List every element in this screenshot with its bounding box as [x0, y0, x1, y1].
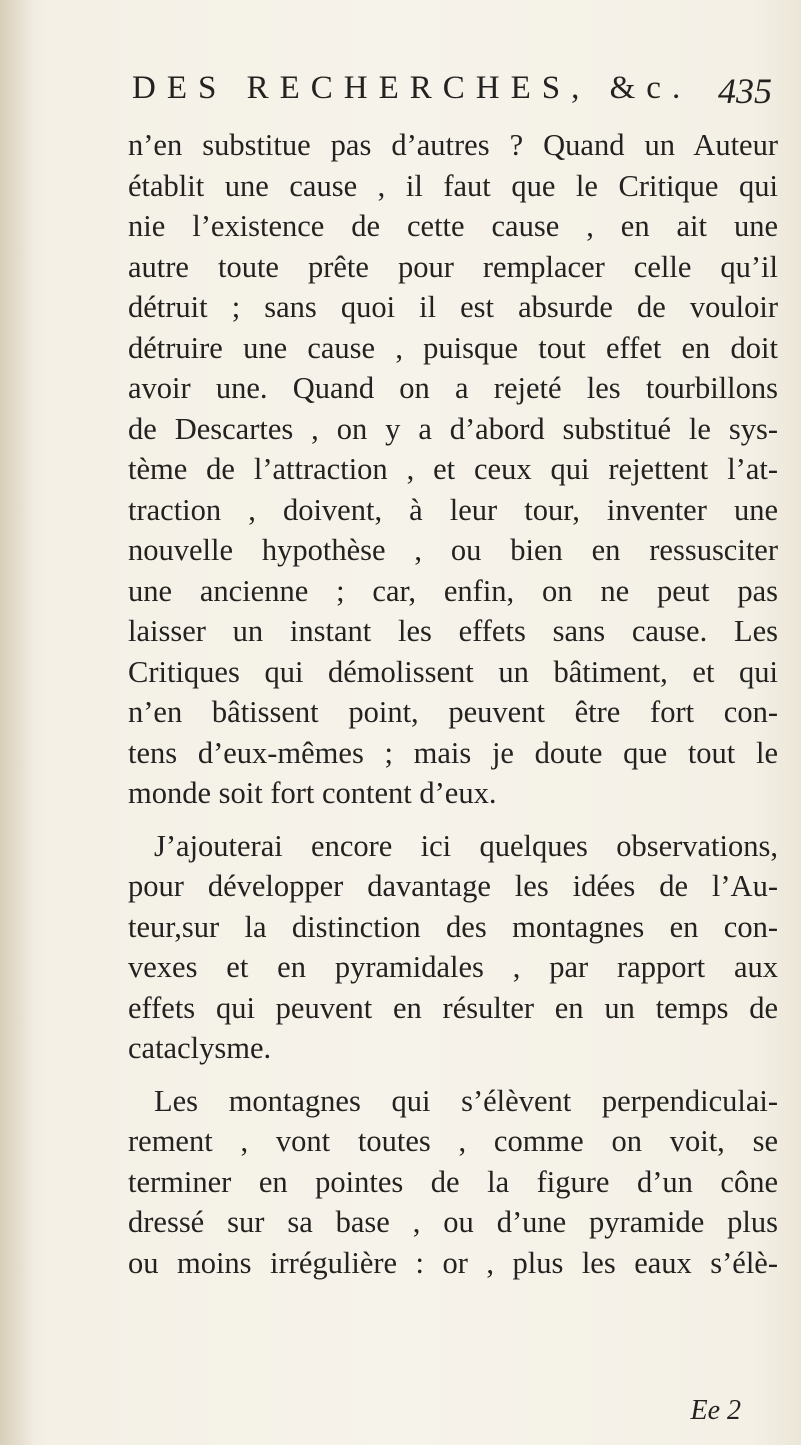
- text-line: J’ajouterai encore ici quelques observations,: [154, 828, 778, 863]
- text-line: Critiques qui démolissent un bâtiment, et qui: [128, 654, 778, 689]
- text-line: teur,sur la distinction des montagnes en con-: [128, 909, 778, 944]
- text-line: autre toute prête pour remplacer celle qu’il: [128, 249, 778, 284]
- text-line: de Descartes , on y a d’abord substitué le sys-: [128, 411, 778, 446]
- text-line: rement , vont toutes , comme on voit, se: [128, 1124, 778, 1158]
- paragraph: [128, 826, 778, 1069]
- text-line: une ancienne ; car, enfin, on ne peut pas: [128, 573, 778, 608]
- text-line: tème de l’attraction , et ceux qui rejettent l’at-: [128, 452, 778, 486]
- text-line: ou moins irrégulière : or , plus les eaux s’élè-: [128, 1245, 778, 1280]
- text-line: terminer en pointes de la figure d’un cône: [128, 1164, 778, 1199]
- text-line: détruit ; sans quoi il est absurde de vouloir: [128, 290, 778, 324]
- text-line: effets qui peuvent en résulter en un temps de: [128, 990, 778, 1025]
- paragraph: [128, 1081, 778, 1284]
- text-line: tens d’eux-mêmes ; mais je doute que tout le: [128, 735, 778, 770]
- text-line: laisser un instant les effets sans cause. Les: [128, 614, 778, 648]
- text-line: n’en substitue pas d’autres ? Quand un Auteur: [128, 128, 778, 162]
- text-line: dressé sur sa base , ou d’une pyramide plus: [128, 1205, 778, 1239]
- text-line: vexes et en pyramidales , par rapport aux: [128, 950, 778, 984]
- signature-mark: Ee 2: [690, 1395, 741, 1426]
- text-line: pour développer davantage les idées de l’Au-: [128, 869, 778, 903]
- body-text: [128, 125, 778, 1283]
- text-line: établit une cause , il faut que le Critique qui: [128, 168, 778, 203]
- text-line: Les montagnes qui s’élèvent perpendiculai-: [154, 1083, 778, 1118]
- page-edge-shadow: [0, 0, 34, 1445]
- running-head-title: DES RECHERCHES, &c.: [132, 70, 692, 106]
- text-line: n’en bâtissent point, peuvent être fort con-: [128, 695, 778, 729]
- text-line: nie l’existence de cette cause , en ait une: [128, 209, 778, 243]
- text-line: détruire une cause , puisque tout effet en doit: [128, 330, 778, 365]
- text-line: nouvelle hypothèse , ou bien en ressusciter: [128, 533, 778, 567]
- text-line: avoir une. Quand on a rejeté les tourbillons: [128, 371, 778, 405]
- page-number: 435: [718, 71, 772, 111]
- paragraph-gap: [128, 1069, 778, 1081]
- paragraph: [128, 125, 778, 814]
- text-line: traction , doivent, à leur tour, inventer une: [128, 492, 778, 527]
- text-line: cataclysme.: [128, 1031, 272, 1065]
- running-head: [132, 70, 772, 130]
- text-line: monde soit fort content d’eux.: [128, 776, 497, 810]
- paragraph-gap: [128, 814, 778, 826]
